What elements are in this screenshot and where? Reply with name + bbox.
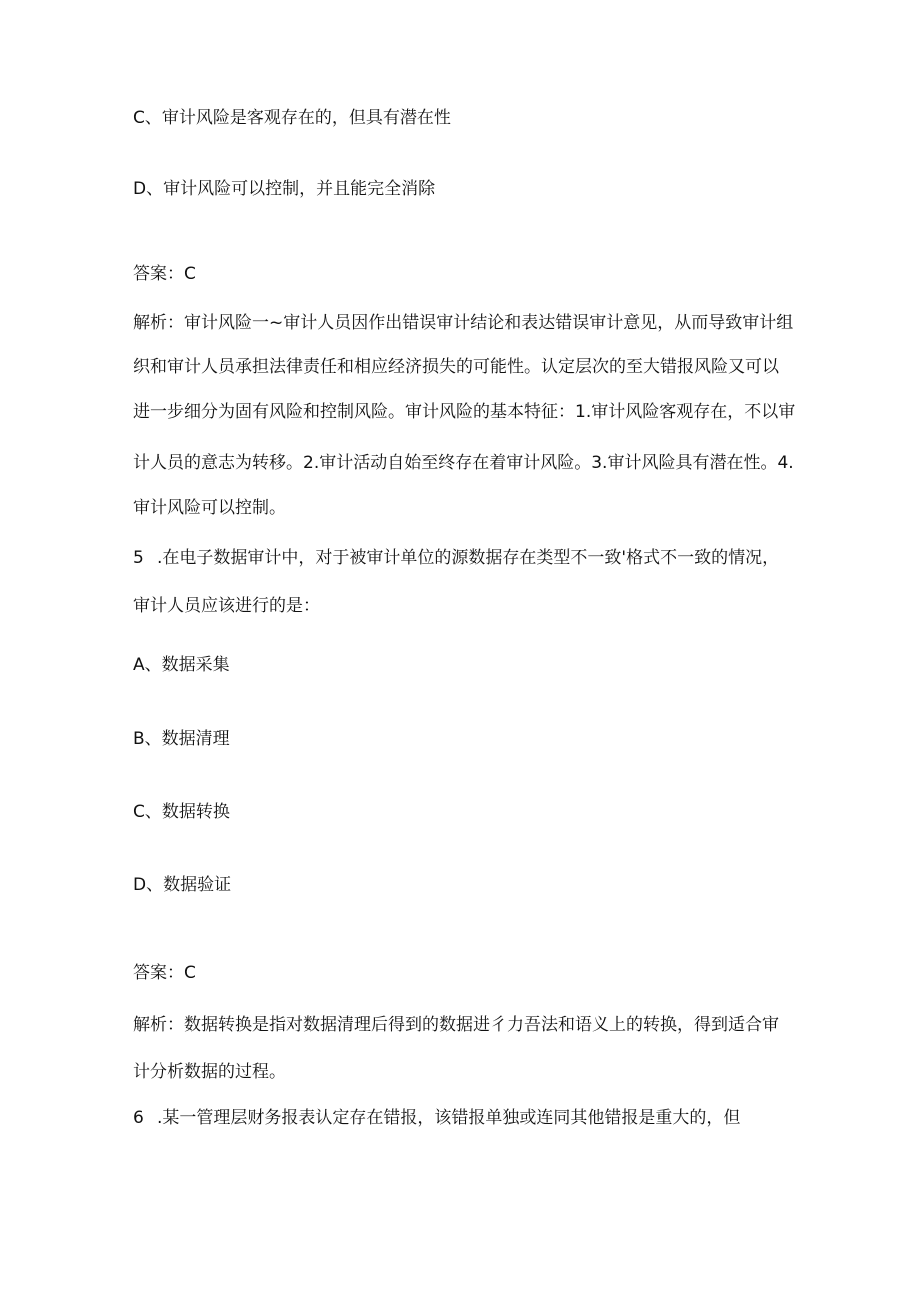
q4-analysis-line: 织和审计人员承担法律责任和相应经济损失的可能性。认定层次的至大错报风险又可以: [133, 357, 779, 377]
q5-option-a: A、数据采集: [133, 655, 230, 675]
q5-stem-text: .在电子数据审计中，对于被审计单位的源数据存在类型不一致'格式不一致的情况，: [157, 548, 780, 568]
q5-option-d: D、数据验证: [133, 875, 232, 895]
q6-number: 6: [133, 1108, 144, 1128]
q5-option-b: B、数据清理: [133, 729, 230, 749]
q4-option-c: C、审计风险是客观存在的，但具有潜在性: [133, 108, 451, 128]
q5-analysis-line: 解析：数据转换是指对数据清理后得到的数据进彳力吾法和语义上的转换，得到适合审: [133, 1015, 779, 1035]
q4-analysis-line: 计人员的意志为转移。2.审计活动自始至终存在着审计风险。3.审计风险具有潜在性。4.: [133, 453, 794, 473]
q6-stem-line: [133, 1106, 740, 1130]
q5-stem-line: [133, 546, 779, 570]
q6-stem-text: .某一管理层财务报表认定存在错报，该错报单独或连同其他错报是重大的，但: [157, 1108, 741, 1128]
q4-answer: 答案：C: [133, 264, 196, 284]
q5-analysis-line: 计分析数据的过程。: [133, 1062, 286, 1082]
q4-analysis-line: 审计风险可以控制。: [133, 498, 286, 518]
q5-option-c: C、数据转换: [133, 802, 230, 822]
q5-stem-line: 审计人员应该进行的是：: [133, 596, 320, 616]
q5-number: 5: [133, 548, 144, 568]
q4-analysis-line: 解析：审计风险一~审计人员因作出错误审计结论和表达错误审计意见，从而导致审计组: [133, 313, 794, 333]
q4-option-d: D、审计风险可以控制，并且能完全消除: [133, 179, 436, 199]
q5-answer: 答案：C: [133, 963, 196, 983]
q4-analysis-line: 进一步细分为固有风险和控制风险。审计风险的基本特征：1.审计风险客观存在，不以审: [133, 402, 796, 422]
